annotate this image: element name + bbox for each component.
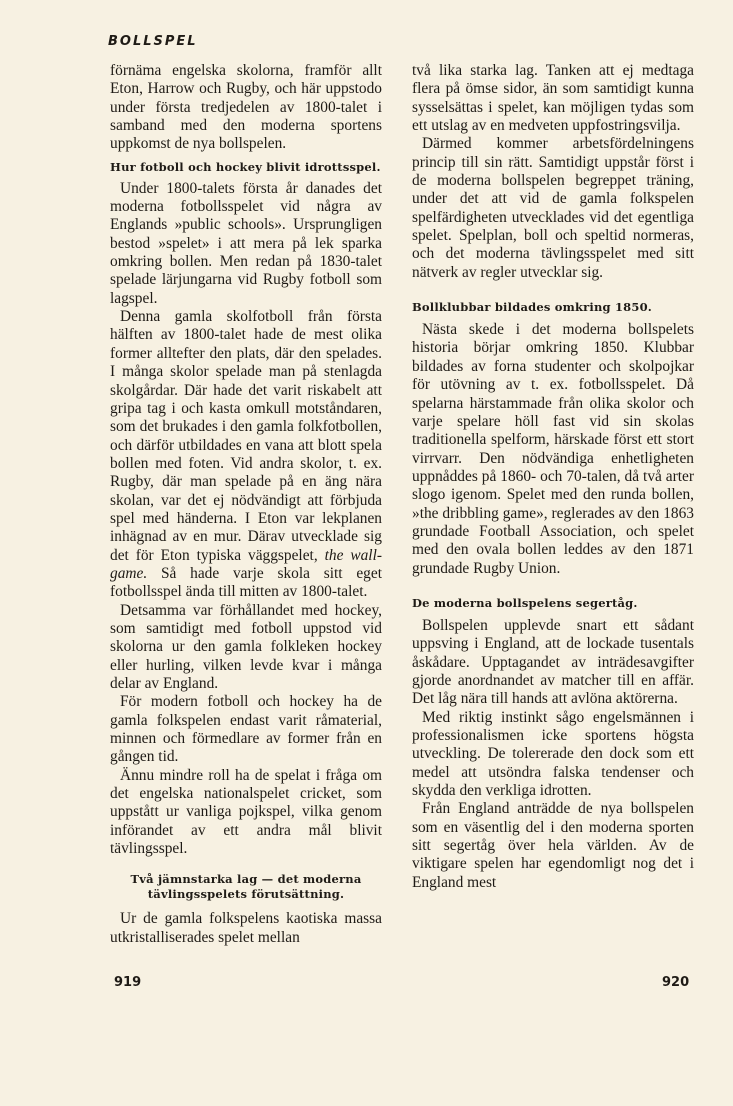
paragraph: [110, 308, 382, 602]
paragraph: Under 1800-talets första år danades det moderna fotbollsspelet vid några av Englands »public schools». Ursprungligen bestod »spelet» i att mera på lek sparka omkring bollen. Men redan på 1830-talet spelade lärjungarna vid Rugby fotboll som lagspel.: [110, 179, 382, 307]
running-head: BOLLSPEL: [108, 34, 198, 49]
page-number-left: 919: [114, 975, 142, 990]
paragraph: För modern fotboll och hockey ha de gamla folkspelen endast varit råmaterial, minnen och förmedlare av former från en gången tid.: [110, 693, 382, 766]
paragraph: Detsamma var förhållandet med hockey, som samtidigt med fotboll uppstod vid skolorna ur den gamla folkleken hockey eller hurling, vilken levde kvar i många delar av England.: [110, 601, 382, 692]
paragraph: Från England anträdde de nya bollspelen som en väsentlig del i den moderna sporten sitt segertåg över hela världen. Av de viktigare spelen har egendomligt nog det i England mest: [412, 800, 694, 891]
italic-term: the wall-game.: [110, 546, 382, 582]
page-number-right: 920: [662, 975, 690, 990]
paragraph: Ur de gamla folkspelens kaotiska massa utkristalliserades spelet mellan: [110, 910, 382, 946]
section-heading: Två jämnstarka lag — det moderna tävlingsspelets förutsättning.: [130, 872, 362, 902]
section-heading: De moderna bollspelens segertåg.: [412, 595, 638, 610]
paragraph: två lika starka lag. Tanken att ej medtaga flera på ömse sidor, än som samtidigt kunna sysselsättas i spelet, kan möjligen tydas som ett utslag av en medveten uppfostringsvilja.: [412, 62, 694, 135]
paragraph-text: Denna gamla skolfotboll från första hälften av 1800-talet hade de mest olika former alltefter den plats, där den spelades. I många skolor spelade man på stenlagda skolgårdar. Där hade det varit riskabelt att gripa tag i och kasta omkull motståndaren, som det brukades i den gamla folkfotbollen, och därför utbildades en vana att blott spela bollen med foten. Vid andra skolor, t. ex. Rugby, där man spelade på en äng nära skolan, var det ej nödvändigt att förbjuda spel med händerna. I Eton var lekplanen inhägnad av en mur. Därav utvecklade sig det för Eton typiska väggspelet,: [110, 308, 382, 564]
left-column: [110, 62, 382, 947]
paragraph: Bollspelen upplevde snart ett sådant uppsving i England, att de lockade tusentals åskådare. Upptagandet av inträdesavgifter gjorde anordnandet av matcher till en affär. Det låg nära till hands att avlöna aktörerna.: [412, 616, 694, 708]
paragraph: Nästa skede i det moderna bollspelets historia börjar omkring 1850. Klubbar bildades av forna studenter och skolpojkar för utövning av t. ex. fotbollsspelet. Då spelarna härstammade från olika skolor och varje spelare höll fast vid sin skolas traditionella spelform, härskade först ett stort virrvarr. Den nödvändiga enhetligheten uppnåddes på 1860- och 70-talen, då två arter slogo igenom. Spelet med den runda bollen, »the dribbling game», reglerades av den 1863 grundade Football Association, och spelet med den ovala bollen leddes av den 1871 grundade Rugby Union.: [412, 321, 694, 577]
paragraph: Med riktig instinkt sågo engelsmännen i professionalismen icke sportens högsta utveckling. De tolererade den dock som ett medel att utsöndra falska tendenser och skydda den verkliga idrotten.: [412, 708, 694, 800]
paragraph-text: Så hade varje skola sitt eget fotbollsspel ända till mitten av 1800-talet.: [110, 564, 382, 601]
section-heading: Bollklubbar bildades omkring 1850.: [412, 300, 652, 315]
section-heading: Hur fotboll och hockey blivit idrottsspel.: [110, 159, 381, 174]
paragraph: Ännu mindre roll ha de spelat i fråga om det engelska nationalspelet cricket, som uppstått ur vanliga pojkspel, vilka genom införandet av ett andra mål blivit tävlingsspel.: [110, 766, 382, 858]
right-column: [412, 62, 694, 892]
paragraph: förnäma engelska skolorna, framför allt Eton, Harrow och Rugby, och här uppstodo under första tredjedelen av 1800-talet i samband med den moderna sportens uppkomst de nya bollspelen.: [110, 62, 382, 153]
paragraph: Därmed kommer arbetsfördelningens princip till sin rätt. Samtidigt uppstår först i de moderna bollspelen begreppet träning, under det att vid de gamla folkspelen spelfärdigheten utvecklades vid det egentliga spelet. Spelplan, boll och speltid normeras, och det moderna tävlingsspelet med sitt nätverk av regler utvecklar sig.: [412, 135, 694, 281]
